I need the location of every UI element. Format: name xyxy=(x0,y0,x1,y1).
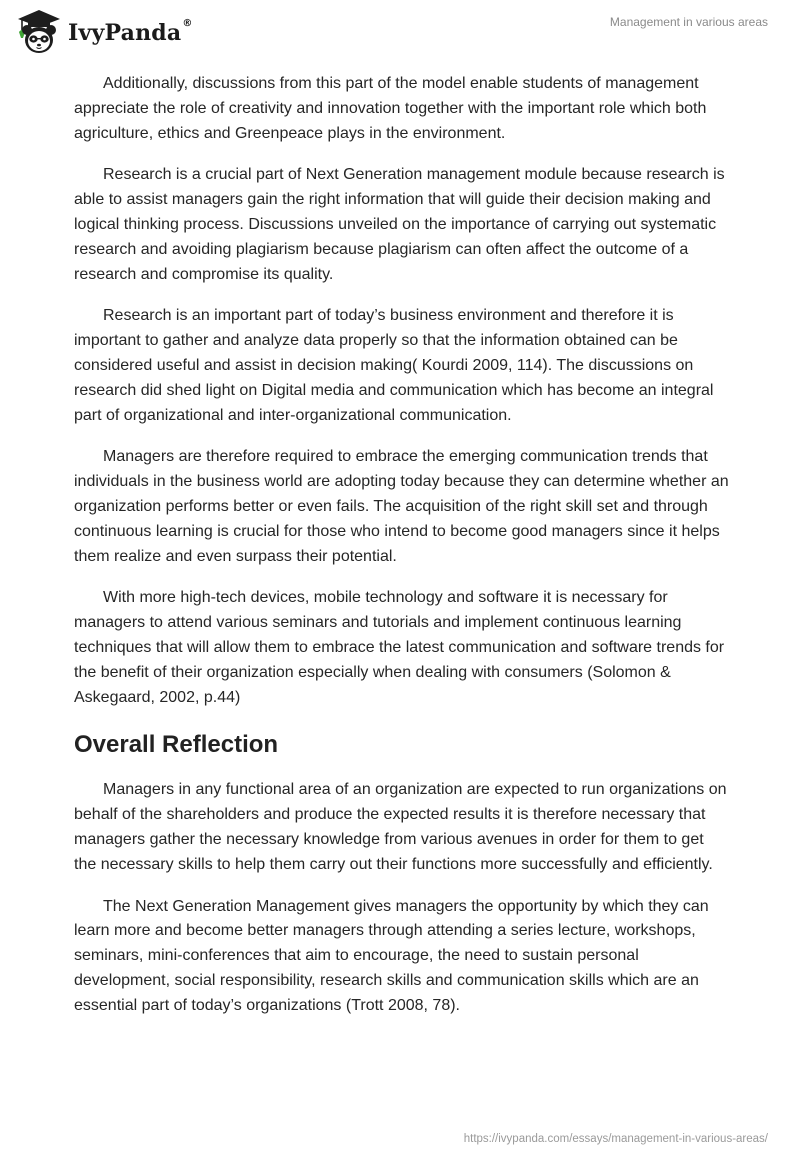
document-title: Management in various areas xyxy=(609,15,768,29)
section-heading: Overall Reflection xyxy=(74,731,279,759)
paragraph: Additionally, discussions from this part of the model enable students of management appreciate the role of creativity and innovation together with the important role which both agriculture, ethics and Greenpeace plays in the environment. xyxy=(74,75,707,142)
page-header xyxy=(0,0,800,60)
brand-name: IvyPanda® xyxy=(68,18,193,46)
source-url[interactable]: https://ivypanda.com/essays/management-in-various-areas/ xyxy=(463,1133,768,1145)
registered-mark: ® xyxy=(182,18,193,29)
paragraph: Managers are therefore required to embrace the emerging communication trends that individuals in the business world are adopting today because they can determine whether an organization performs better or even fails. The acquisition of the right skill set and through continuous learning is crucial for those who intend to become good managers since it helps them realize and even surpass their potential. xyxy=(74,448,729,565)
paragraph: Managers in any functional area of an organization are expected to run organizations on behalf of the shareholders and produce the expected results it is therefore necessary that managers gather the necessary knowledge from various avenues in order for them to get the necessary skills to help them carry out their functions more successfully and efficiently. xyxy=(74,781,727,873)
paragraph: With more high-tech devices, mobile technology and software it is necessary for managers to attend various seminars and tutorials and implement continuous learning techniques that will allow them to embrace the latest communication and software trends for the benefit of their organization especially when dealing with consumers (Solomon & Askegaard, 2002, p.44) xyxy=(74,589,725,706)
panda-graduate-icon xyxy=(14,8,64,56)
paragraph: The Next Generation Management gives managers the opportunity by which they can learn more and become better managers through attending a series lecture, workshops, seminars, mini-conferences that aim to encourage, the need to sustain personal development, social responsibility, research skills and communication skills which are an essential part of today’s organizations (Trott 2008, 78). xyxy=(74,897,709,1014)
essay-body xyxy=(74,72,730,1036)
ivypanda-logo[interactable] xyxy=(14,8,193,56)
paragraph: Research is a crucial part of Next Generation management module because research is able to assist managers gain the right information that will guide their decision making and logical thinking process. Discussions unveiled on the importance of carrying out systematic research and avoiding plagiarism because plagiarism can often affect the outcome of a research and compromise its quality. xyxy=(74,166,725,283)
paragraph: Research is an important part of today’s business environment and therefore it is important to gather and analyze data properly so that the information obtained can be considered useful and assist in decision making( Kourdi 2009, 114). The discussions on research did shed light on Digital media and communication which has become an integral part of organizational and inter-organizational communication. xyxy=(74,307,714,424)
